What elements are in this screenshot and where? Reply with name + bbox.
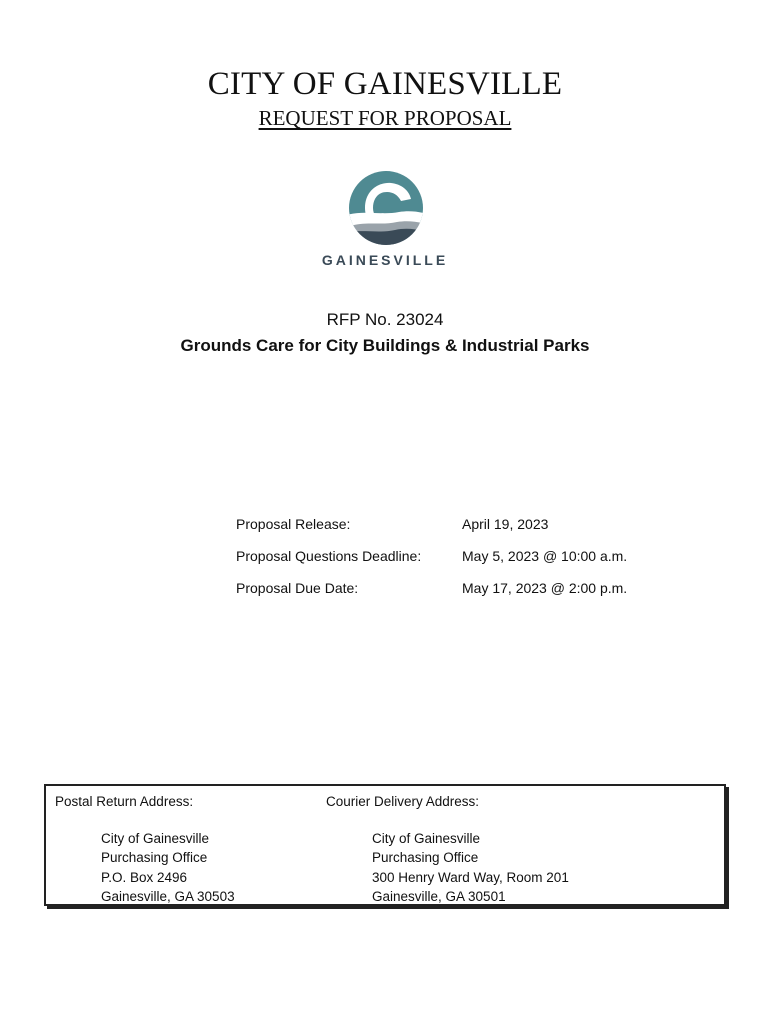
- postal-address-heading: Postal Return Address:: [55, 794, 194, 809]
- address-box: [44, 784, 726, 906]
- schedule-value: May 17, 2023 @ 2:00 p.m.: [462, 580, 628, 596]
- gainesville-logo-icon: [339, 168, 433, 252]
- courier-address-heading: Courier Delivery Address:: [326, 794, 480, 809]
- rfp-number: RFP No. 23024: [326, 310, 444, 329]
- schedule-label: Proposal Release:: [236, 516, 351, 532]
- address-line: Purchasing Office: [101, 850, 208, 865]
- courier-address: [326, 792, 569, 907]
- logo-wordmark: GAINESVILLE: [321, 252, 449, 268]
- address-line: Purchasing Office: [372, 850, 479, 865]
- address-line: Gainesville, GA 30501: [372, 889, 506, 904]
- address-line: Gainesville, GA 30503: [101, 889, 235, 904]
- address-line: City of Gainesville: [372, 830, 481, 846]
- schedule-label: Proposal Due Date:: [236, 580, 359, 596]
- address-line: 300 Henry Ward Way, Room 201: [372, 869, 569, 885]
- page-title: CITY OF GAINESVILLE: [207, 66, 563, 102]
- schedule-label: Proposal Questions Deadline:: [236, 548, 422, 564]
- address-line: P.O. Box 2496: [101, 869, 188, 885]
- page-subtitle: REQUEST FOR PROPOSAL: [258, 106, 512, 130]
- rfp-title: Grounds Care for City Buildings & Industrial Parks: [180, 336, 590, 355]
- address-line: City of Gainesville: [101, 830, 210, 846]
- postal-address: [55, 792, 235, 907]
- schedule-value: May 5, 2023 @ 10:00 a.m.: [462, 548, 628, 564]
- schedule-value: April 19, 2023: [462, 516, 549, 532]
